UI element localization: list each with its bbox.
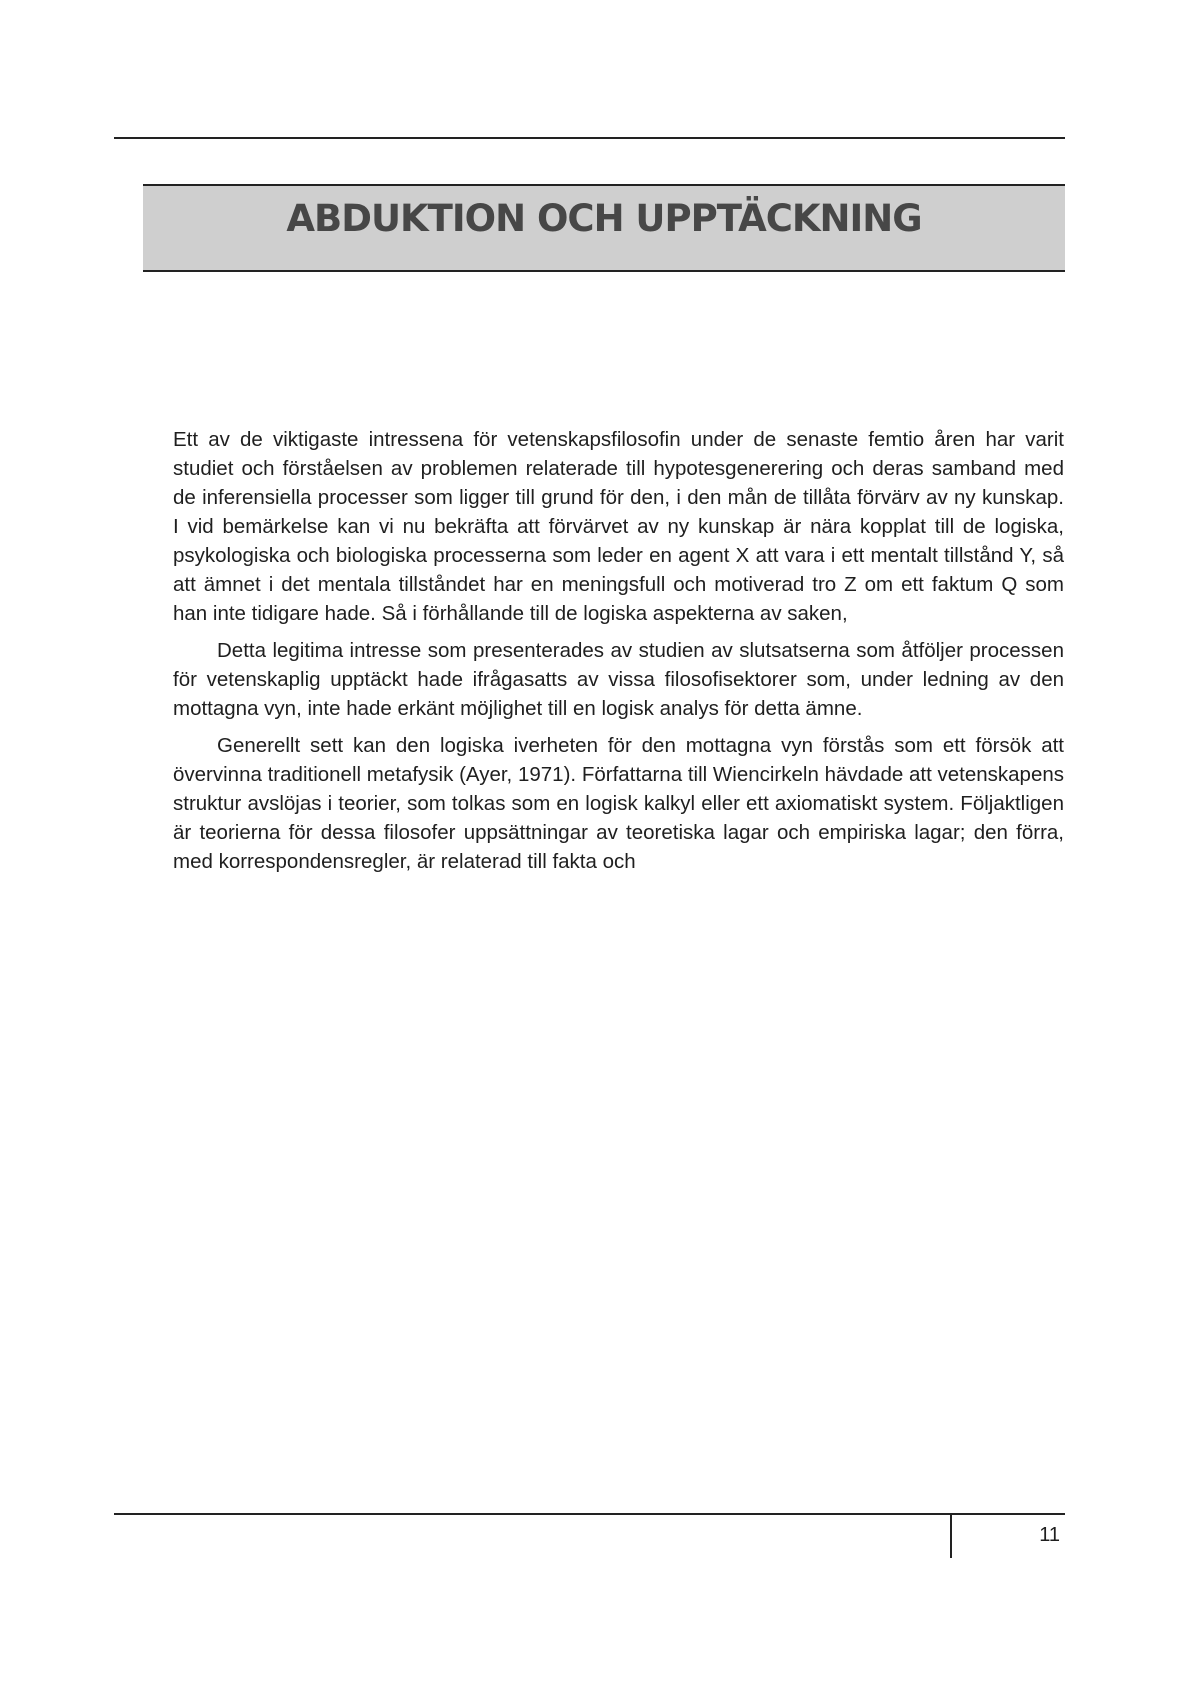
header-rule: [114, 137, 1065, 139]
footer-divider: [950, 1513, 952, 1558]
paragraph-3: Generellt sett kan den logiska iverheten för den mottagna vyn förstås som ett försök att övervinna traditionell metafysik (Ayer, 1971). Författarna till Wiencirkeln hävdade att vetenskapens struktur avslöjas i teorier, som tolkas som en logisk kalkyl eller ett axiomatiskt system. Följaktligen är teorierna för dessa filosofer uppsättningar av teoretiska lagar och empiriska lagar; den förra, med korrespondensregler, är relaterad till fakta och: [173, 734, 1064, 873]
page-number: 11: [1039, 1524, 1060, 1546]
chapter-title-band: [143, 184, 1065, 272]
paragraph-2: Detta legitima intresse som presenterades av studien av slutsatserna som åtföljer processen för vetenskaplig upptäckt hade ifrågasatts av vissa filosofisektorer som, under ledning av den mottagna vyn, inte hade erkänt möjlighet till en logisk analys för detta ämne.: [173, 639, 1064, 720]
footer-rule: [114, 1513, 1065, 1515]
chapter-title: ABDUKTION OCH UPPTÄCKNING: [286, 197, 922, 240]
paragraph-1: Ett av de viktigaste intressena för vetenskapsfilosofin under de senaste femtio åren har varit studiet och förståelsen av problemen relaterade till hypotesgenerering och deras samband med de inferensiella processer som ligger till grund för den, i den mån de tillåta förvärv av ny kunskap. I vid bemärkelse kan vi nu bekräfta att förvärvet av ny kunskap är nära kopplat till de logiska, psykologiska och biologiska processerna som leder en agent X att vara i ett mentalt tillstånd Y, så att ämnet i det mentala tillståndet har en meningsfull och motiverad tro Z om ett faktum Q som han inte tidigare hade. Så i förhållande till de logiska aspekterna av saken,: [173, 428, 1064, 625]
body-text: [173, 425, 1064, 884]
